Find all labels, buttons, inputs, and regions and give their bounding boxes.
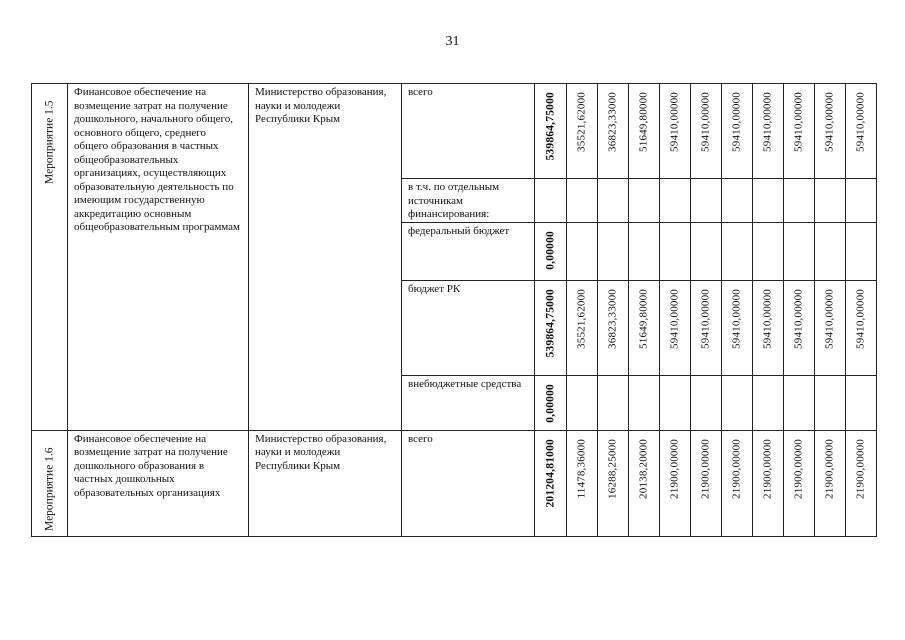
year-amount-cell bbox=[660, 430, 691, 536]
year-amount-cell bbox=[660, 280, 691, 375]
year-amount-cell bbox=[567, 179, 598, 223]
year-amount-cell bbox=[846, 430, 877, 536]
page-number: 31 bbox=[445, 34, 460, 49]
year-amount-cell bbox=[784, 280, 815, 375]
measure-description: Финансовое обеспечение на возмещение затрат на получение дошкольного, начального общего, основного общего, среднего общего образования в частных общеобразовательных организациях, осуществляющих образовательную деятельность по имеющим государственную аккредитацию основным общеобразовательным программам bbox=[68, 84, 249, 431]
year-amount-cell bbox=[598, 375, 629, 430]
measure-executor: Министерство образования, науки и молодежи Республики Крым bbox=[249, 84, 402, 431]
year-amount-cell bbox=[815, 375, 846, 430]
year-amount-cell bbox=[691, 222, 722, 280]
year-amount-cell bbox=[815, 179, 846, 223]
total-amount-cell bbox=[535, 375, 567, 430]
year-amount-cell bbox=[567, 280, 598, 375]
total-amount-cell bbox=[535, 430, 567, 536]
year-amount: 21900,00000 bbox=[854, 438, 867, 499]
year-amount-cell bbox=[598, 430, 629, 536]
year-amount-cell bbox=[846, 280, 877, 375]
year-amount: 35521,62000 bbox=[575, 288, 588, 349]
year-amount-cell bbox=[784, 222, 815, 280]
year-amount-cell bbox=[691, 179, 722, 223]
year-amount-cell bbox=[753, 84, 784, 179]
year-amount-cell bbox=[753, 430, 784, 536]
year-amount-cell bbox=[722, 179, 753, 223]
year-amount: 59410,00000 bbox=[761, 92, 774, 152]
total-amount-cell bbox=[535, 84, 567, 179]
measure-executor: Министерство образования, науки и молодежи Республики Крым bbox=[249, 430, 402, 536]
budget-table bbox=[31, 83, 877, 537]
year-amount-cell bbox=[722, 280, 753, 375]
year-amount: 21900,00000 bbox=[668, 438, 681, 499]
year-amount: 59410,00000 bbox=[668, 92, 681, 152]
total-amount-cell bbox=[535, 222, 567, 280]
measure-code-cell bbox=[32, 430, 68, 536]
table-row bbox=[32, 430, 877, 536]
year-amount-cell bbox=[846, 375, 877, 430]
year-amount-cell bbox=[629, 375, 660, 430]
year-amount-cell bbox=[660, 179, 691, 223]
year-amount-cell bbox=[567, 84, 598, 179]
year-amount-cell bbox=[722, 430, 753, 536]
year-amount-cell bbox=[598, 84, 629, 179]
year-amount: 51649,80000 bbox=[637, 288, 650, 349]
year-amount-cell bbox=[629, 280, 660, 375]
total-amount: 0,00000 bbox=[543, 230, 556, 270]
year-amount: 59410,00000 bbox=[699, 288, 712, 349]
year-amount: 59410,00000 bbox=[792, 92, 805, 152]
year-amount: 21900,00000 bbox=[761, 438, 774, 499]
year-amount-cell bbox=[691, 375, 722, 430]
year-amount-cell bbox=[660, 84, 691, 179]
year-amount-cell bbox=[784, 179, 815, 223]
total-amount-cell bbox=[535, 280, 567, 375]
year-amount: 59410,00000 bbox=[823, 92, 836, 152]
year-amount-cell bbox=[629, 222, 660, 280]
funding-source: в т.ч. по отдельным источникам финансирования: bbox=[402, 179, 535, 223]
year-amount-cell bbox=[815, 84, 846, 179]
year-amount-cell bbox=[846, 84, 877, 179]
year-amount-cell bbox=[784, 375, 815, 430]
year-amount: 21900,00000 bbox=[699, 438, 712, 499]
year-amount: 36823,33000 bbox=[606, 288, 619, 349]
year-amount: 59410,00000 bbox=[854, 288, 867, 349]
year-amount-cell bbox=[753, 222, 784, 280]
year-amount-cell bbox=[753, 179, 784, 223]
year-amount: 59410,00000 bbox=[761, 288, 774, 349]
year-amount: 59410,00000 bbox=[854, 92, 867, 152]
year-amount-cell bbox=[846, 222, 877, 280]
year-amount-cell bbox=[660, 222, 691, 280]
year-amount-cell bbox=[722, 84, 753, 179]
year-amount-cell bbox=[691, 280, 722, 375]
year-amount: 59410,00000 bbox=[792, 288, 805, 349]
year-amount-cell bbox=[691, 430, 722, 536]
funding-source: всего bbox=[402, 430, 535, 536]
year-amount-cell bbox=[691, 84, 722, 179]
measure-description: Финансовое обеспечение на возмещение затрат на получение дошкольного образования в частных дошкольных образовательных организациях bbox=[68, 430, 249, 536]
total-amount: 201204,81000 bbox=[543, 438, 556, 508]
year-amount-cell bbox=[815, 430, 846, 536]
total-amount-cell bbox=[535, 179, 567, 223]
year-amount-cell bbox=[598, 280, 629, 375]
year-amount: 11478,36000 bbox=[575, 438, 588, 499]
year-amount-cell bbox=[846, 179, 877, 223]
total-amount: 539864,75000 bbox=[543, 92, 556, 161]
year-amount: 59410,00000 bbox=[699, 92, 712, 152]
year-amount-cell bbox=[815, 280, 846, 375]
year-amount-cell bbox=[722, 375, 753, 430]
total-amount: 539864,75000 bbox=[543, 288, 556, 358]
year-amount-cell bbox=[567, 375, 598, 430]
year-amount: 20138,20000 bbox=[637, 438, 650, 499]
year-amount-cell bbox=[598, 179, 629, 223]
year-amount: 59410,00000 bbox=[730, 92, 743, 152]
year-amount-cell bbox=[722, 222, 753, 280]
year-amount-cell bbox=[567, 222, 598, 280]
year-amount: 21900,00000 bbox=[730, 438, 743, 499]
measure-code-cell bbox=[32, 84, 68, 431]
year-amount: 59410,00000 bbox=[730, 288, 743, 349]
year-amount: 59410,00000 bbox=[668, 288, 681, 349]
year-amount: 16288,25000 bbox=[606, 438, 619, 499]
year-amount-cell bbox=[629, 84, 660, 179]
year-amount: 51649,80000 bbox=[637, 92, 650, 152]
year-amount-cell bbox=[753, 375, 784, 430]
measure-code: Мероприятие 1.5 bbox=[42, 100, 55, 184]
total-amount: 0,00000 bbox=[543, 383, 556, 423]
year-amount: 21900,00000 bbox=[792, 438, 805, 499]
table-row bbox=[32, 84, 877, 179]
year-amount: 21900,00000 bbox=[823, 438, 836, 499]
year-amount: 35521,62000 bbox=[575, 92, 588, 152]
year-amount-cell bbox=[815, 222, 846, 280]
year-amount-cell bbox=[629, 179, 660, 223]
year-amount-cell bbox=[598, 222, 629, 280]
funding-source: всего bbox=[402, 84, 535, 179]
year-amount-cell bbox=[567, 430, 598, 536]
funding-source: внебюджетные средства bbox=[402, 375, 535, 430]
year-amount-cell bbox=[784, 430, 815, 536]
year-amount-cell bbox=[784, 84, 815, 179]
year-amount: 59410,00000 bbox=[823, 288, 836, 349]
measure-code: Мероприятие 1.6 bbox=[42, 446, 55, 531]
year-amount: 36823,33000 bbox=[606, 92, 619, 152]
year-amount-cell bbox=[660, 375, 691, 430]
funding-source: федеральный бюджет bbox=[402, 222, 535, 280]
year-amount-cell bbox=[753, 280, 784, 375]
year-amount-cell bbox=[629, 430, 660, 536]
funding-source: бюджет РК bbox=[402, 280, 535, 375]
